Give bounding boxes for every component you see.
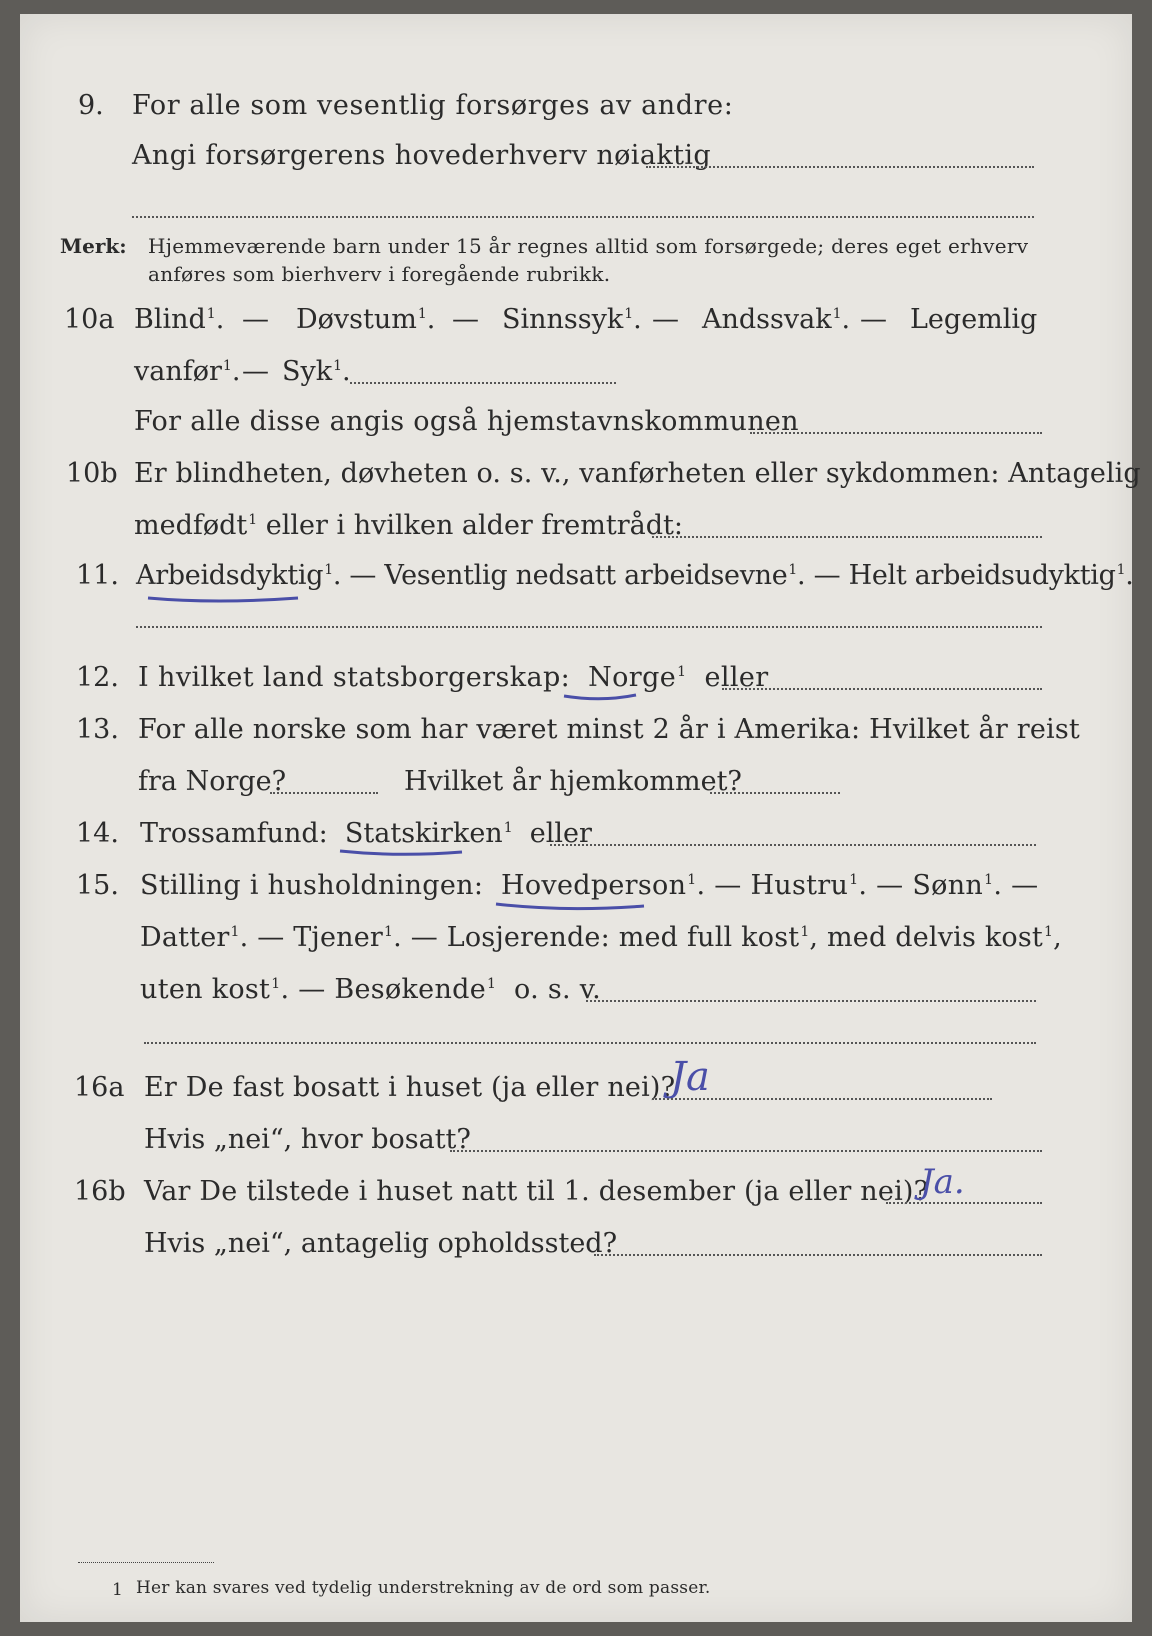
q9-answer-line[interactable] xyxy=(646,166,1034,168)
q10a-line3: For alle disse angis også hjemstavnskommunen xyxy=(134,406,799,437)
merk-label: Merk: xyxy=(60,234,127,258)
q10a-dash-5: — xyxy=(242,356,269,387)
q11-answer-line[interactable] xyxy=(136,626,1042,628)
q12-line: I hvilket land statsborgerskap: Norge$^1$ eller xyxy=(138,662,769,693)
q9-number: 9. xyxy=(78,90,104,121)
q13-number: 13. xyxy=(76,714,119,745)
q10a-dash-3: — xyxy=(652,304,679,335)
q14-number: 14. xyxy=(76,818,119,849)
q10a-blind: Blind$^1$. xyxy=(134,304,225,335)
q16a-handwritten-answer: Ja xyxy=(670,1054,710,1100)
q12-number: 12. xyxy=(76,662,119,693)
q16b-answer-line[interactable] xyxy=(886,1202,1042,1204)
footnote-mark: 1 xyxy=(112,1580,123,1600)
q10a-andssvak: Andssvak$^1$. xyxy=(702,304,851,335)
q9-line1: For alle som vesentlig forsørges av andre: xyxy=(132,90,734,121)
q10a-dovstum: Døvstum$^1$. xyxy=(296,304,436,335)
q10a-syk: Syk$^1$. xyxy=(282,356,351,387)
q10a-sinnssyk: Sinnssyk$^1$. xyxy=(502,304,642,335)
q14-answer-line[interactable] xyxy=(550,844,1036,846)
q16a-number: 16a xyxy=(74,1072,125,1103)
q11-line: Arbeidsdyktig$^1$. — Vesentlig nedsatt arbeidsevne$^1$. — Helt arbeidsudyktig$^1$. xyxy=(136,560,1134,591)
q9-line2: Angi forsørgerens hovederhverv nøiaktig xyxy=(132,140,712,171)
q15-line1: Stilling i husholdningen: Hovedperson$^1$. — Hustru$^1$. — Sønn$^1$. — xyxy=(140,870,1039,901)
q11-pencil-underline xyxy=(146,590,306,606)
q10a-answer-line[interactable] xyxy=(350,382,616,384)
q16b-line2: Hvis „nei“, antagelig opholdssted? xyxy=(144,1228,618,1259)
q10b-answer-line[interactable] xyxy=(652,536,1042,538)
q12-answer-line[interactable] xyxy=(722,688,1042,690)
q10a-hjemstavn-line[interactable] xyxy=(750,432,1042,434)
q16b-handwritten-answer: Ja. xyxy=(920,1162,965,1202)
q13-reist-line[interactable] xyxy=(270,792,378,794)
q15-answer-line-2[interactable] xyxy=(144,1042,1036,1044)
q10a-vanfor: vanfør$^1$. xyxy=(134,356,241,387)
q14-pencil-underline xyxy=(338,846,468,860)
q10b-line1: Er blindheten, døvheten o. s. v., vanførheten eller sykdommen: Antagelig xyxy=(134,458,1141,489)
q13-hjemkommet-line[interactable] xyxy=(710,792,840,794)
census-form-page xyxy=(20,14,1141,1622)
q11-number: 11. xyxy=(76,560,119,591)
q10a-number: 10a xyxy=(64,304,115,335)
q15-line3: uten kost$^1$. — Besøkende$^1$ o. s. v. xyxy=(140,974,601,1005)
q15-answer-line[interactable] xyxy=(586,1000,1036,1002)
q10a-dash-1: — xyxy=(242,304,269,335)
merk-line2: anføres som bierhverv i foregående rubrikk. xyxy=(148,262,611,286)
footnote-rule xyxy=(78,1562,214,1563)
footnote-text: Her kan svares ved tydelig understrekning av de ord som passer. xyxy=(136,1578,711,1598)
q13-line2a: fra Norge? xyxy=(138,766,287,797)
q16b-opholdssted-line[interactable] xyxy=(594,1254,1042,1256)
q10a-dash-4: — xyxy=(860,304,887,335)
q16a-answer-line[interactable] xyxy=(652,1098,992,1100)
q9-answer-line-2[interactable] xyxy=(132,216,1034,218)
q13-line1: For alle norske som har været minst 2 år i Amerika: Hvilket år reist xyxy=(138,714,1080,745)
q15-number: 15. xyxy=(76,870,119,901)
q16a-line1: Er De fast bosatt i huset (ja eller nei)? xyxy=(144,1072,676,1103)
merk-line1: Hjemmeværende barn under 15 år regnes alltid som forsørgede; deres eget erhverv xyxy=(148,234,1029,258)
q12-pencil-underline xyxy=(562,690,642,704)
q10b-line2: medfødt$^1$ eller i hvilken alder fremtrådt: xyxy=(134,510,683,541)
q15-pencil-underline xyxy=(494,900,654,914)
q10b-number: 10b xyxy=(66,458,118,489)
q14-line: Trossamfund: Statskirken$^1$ eller xyxy=(140,818,592,849)
q16b-line1: Var De tilstede i huset natt til 1. desember (ja eller nei)? xyxy=(144,1176,929,1207)
q13-line2b: Hvilket år hjemkommet? xyxy=(404,766,742,797)
q16a-line2: Hvis „nei“, hvor bosatt? xyxy=(144,1124,471,1155)
q15-line2: Datter$^1$. — Tjener$^1$. — Losjerende: med full kost$^1$, med delvis kost$^1$, xyxy=(140,922,1062,953)
q16a-bosatt-line[interactable] xyxy=(450,1150,1042,1152)
q10a-legemlig: Legemlig xyxy=(910,304,1038,335)
q16b-number: 16b xyxy=(74,1176,126,1207)
q10a-dash-2: — xyxy=(452,304,479,335)
